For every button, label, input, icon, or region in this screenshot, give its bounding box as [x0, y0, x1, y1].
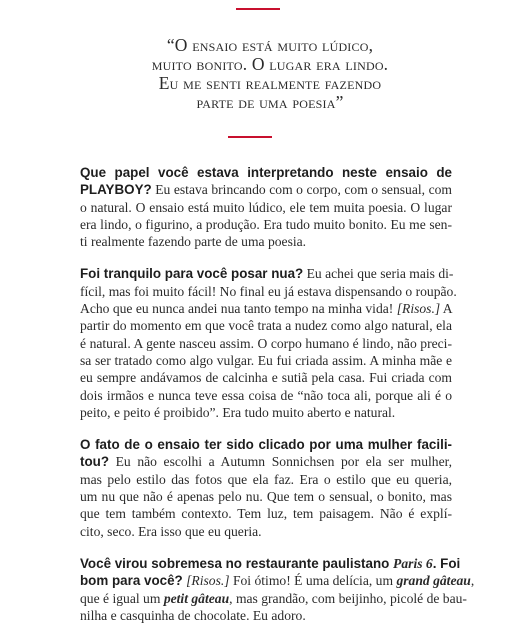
text-line	[80, 555, 461, 572]
text-line	[80, 572, 475, 589]
answer-text: o natural. O ensaio está muito lúdico, ele tem muita poesia. O lugar	[80, 199, 452, 215]
text-line	[80, 404, 452, 421]
answer-text: um nu que não é apenas pelo nu. Que tem o sensual, o bonito, mas	[80, 489, 452, 505]
section-divider-rule	[228, 136, 272, 138]
answer-text: nilha e casquinha de chocolate. Eu adoro.	[80, 607, 306, 623]
text-line	[80, 369, 452, 386]
pull-quote-line: parte de uma poesia”	[196, 92, 344, 112]
answer-text: fícil, mas foi muito fácil! No final eu já estava dispensando o roupão.	[80, 283, 457, 299]
answer-text: era lindo, o figurino, a produção. Era tudo muito bonito. Eu me sen-	[80, 216, 452, 232]
text-line	[80, 590, 467, 607]
answer-text: sa ser tratado como algo vulgar. Eu fui criada assim. A minha mãe e	[80, 352, 452, 368]
answer-text: Acho que eu nunca andei nua tanto tempo na minha vida!	[80, 301, 397, 317]
answer-text: é natural. A gente nasceu assim. O corpo humano é lindo, não preci-	[80, 335, 452, 351]
interview-question: Que papel você estava interpretando neste ensaio de	[80, 165, 452, 180]
interview-body	[80, 164, 475, 639]
interview-question: . Foi	[432, 555, 461, 571]
text-line	[80, 352, 452, 369]
text-line	[80, 335, 452, 352]
interview-question: Você virou sobremesa no restaurante paulistano	[80, 555, 394, 571]
text-line	[80, 505, 452, 522]
pull-quote-line: “O ensaio está muito lúdico,	[166, 35, 374, 55]
qa-paragraph	[80, 164, 452, 250]
interview-question: PLAYBOY?	[80, 182, 152, 198]
answer-text: ,	[470, 573, 475, 589]
answer-text: A	[440, 301, 453, 317]
text-line	[80, 300, 452, 317]
text-line	[80, 199, 452, 216]
top-divider-rule	[236, 8, 280, 10]
answer-text: Eu achei que seria mais di-	[303, 266, 454, 282]
qa-paragraph	[80, 555, 475, 624]
answer-text: Eu estava brincando com o corpo, com o sensual, com	[151, 182, 452, 198]
interview-question: O fato de o ensaio ter sido clicado por uma mulher facili-	[80, 437, 452, 453]
interview-question: Foi tranquilo para você posar nua?	[80, 266, 304, 282]
text-line	[80, 488, 452, 505]
text-line	[80, 265, 452, 282]
answer-text: que tem também contexto. Tem luz, tem paisagem. Não é explí-	[80, 506, 452, 522]
text-line	[80, 233, 452, 250]
answer-text: , mas grandão, com beijinho, picolé de bau-	[229, 590, 467, 606]
pull-quote	[120, 36, 420, 112]
qa-paragraph	[80, 436, 452, 540]
text-line	[80, 283, 457, 300]
pull-quote-line: Eu me senti realmente fazendo	[158, 73, 382, 93]
italic-term: petit gâteau	[163, 590, 230, 606]
text-line	[80, 453, 452, 470]
pull-quote-line: muito bonito. O lugar era lindo.	[151, 54, 389, 74]
text-line	[80, 164, 452, 181]
text-line	[80, 471, 452, 488]
interview-question: tou?	[80, 454, 109, 470]
answer-text: Foi ótimo! É uma delícia, um	[229, 573, 397, 589]
text-line	[80, 387, 452, 404]
text-line	[80, 523, 452, 540]
text-line	[80, 436, 452, 453]
answer-text: dois irmãos e nunca teve essa coisa de “não toca ali, porque ali é o	[80, 387, 452, 403]
text-line	[80, 317, 452, 334]
qa-paragraph	[80, 265, 457, 421]
answer-text: Eu não escolhi a Autumn Sonnichsen por ela ser mulher,	[109, 454, 452, 470]
italic-term: grand gâteau	[396, 573, 471, 589]
text-line	[80, 607, 452, 624]
answer-text: partir do momento em que você trata a nudez como algo natural, ela	[80, 318, 452, 334]
stage-direction: [Risos.]	[396, 301, 441, 317]
interview-question: bom para você?	[80, 573, 183, 589]
text-line	[80, 216, 452, 233]
answer-text: peito, e peito é proibido”. Era tudo muito aberto e natural.	[80, 404, 396, 420]
answer-text: mas pelo estilo das fotos que ela faz. Era o estilo que eu queria,	[80, 471, 452, 487]
answer-text: ti realmente fazendo parte de uma poesia.	[80, 234, 307, 250]
answer-text: que é igual um	[80, 590, 164, 606]
answer-text: eu sempre andávamos de calcinha e sutiã pela casa. Fui criada com	[80, 370, 452, 386]
text-line	[80, 181, 452, 198]
italic-term: Paris 6	[393, 555, 433, 571]
answer-text: cito, seco. Era isso que eu queria.	[80, 523, 262, 539]
stage-direction: [Risos.]	[186, 573, 230, 589]
